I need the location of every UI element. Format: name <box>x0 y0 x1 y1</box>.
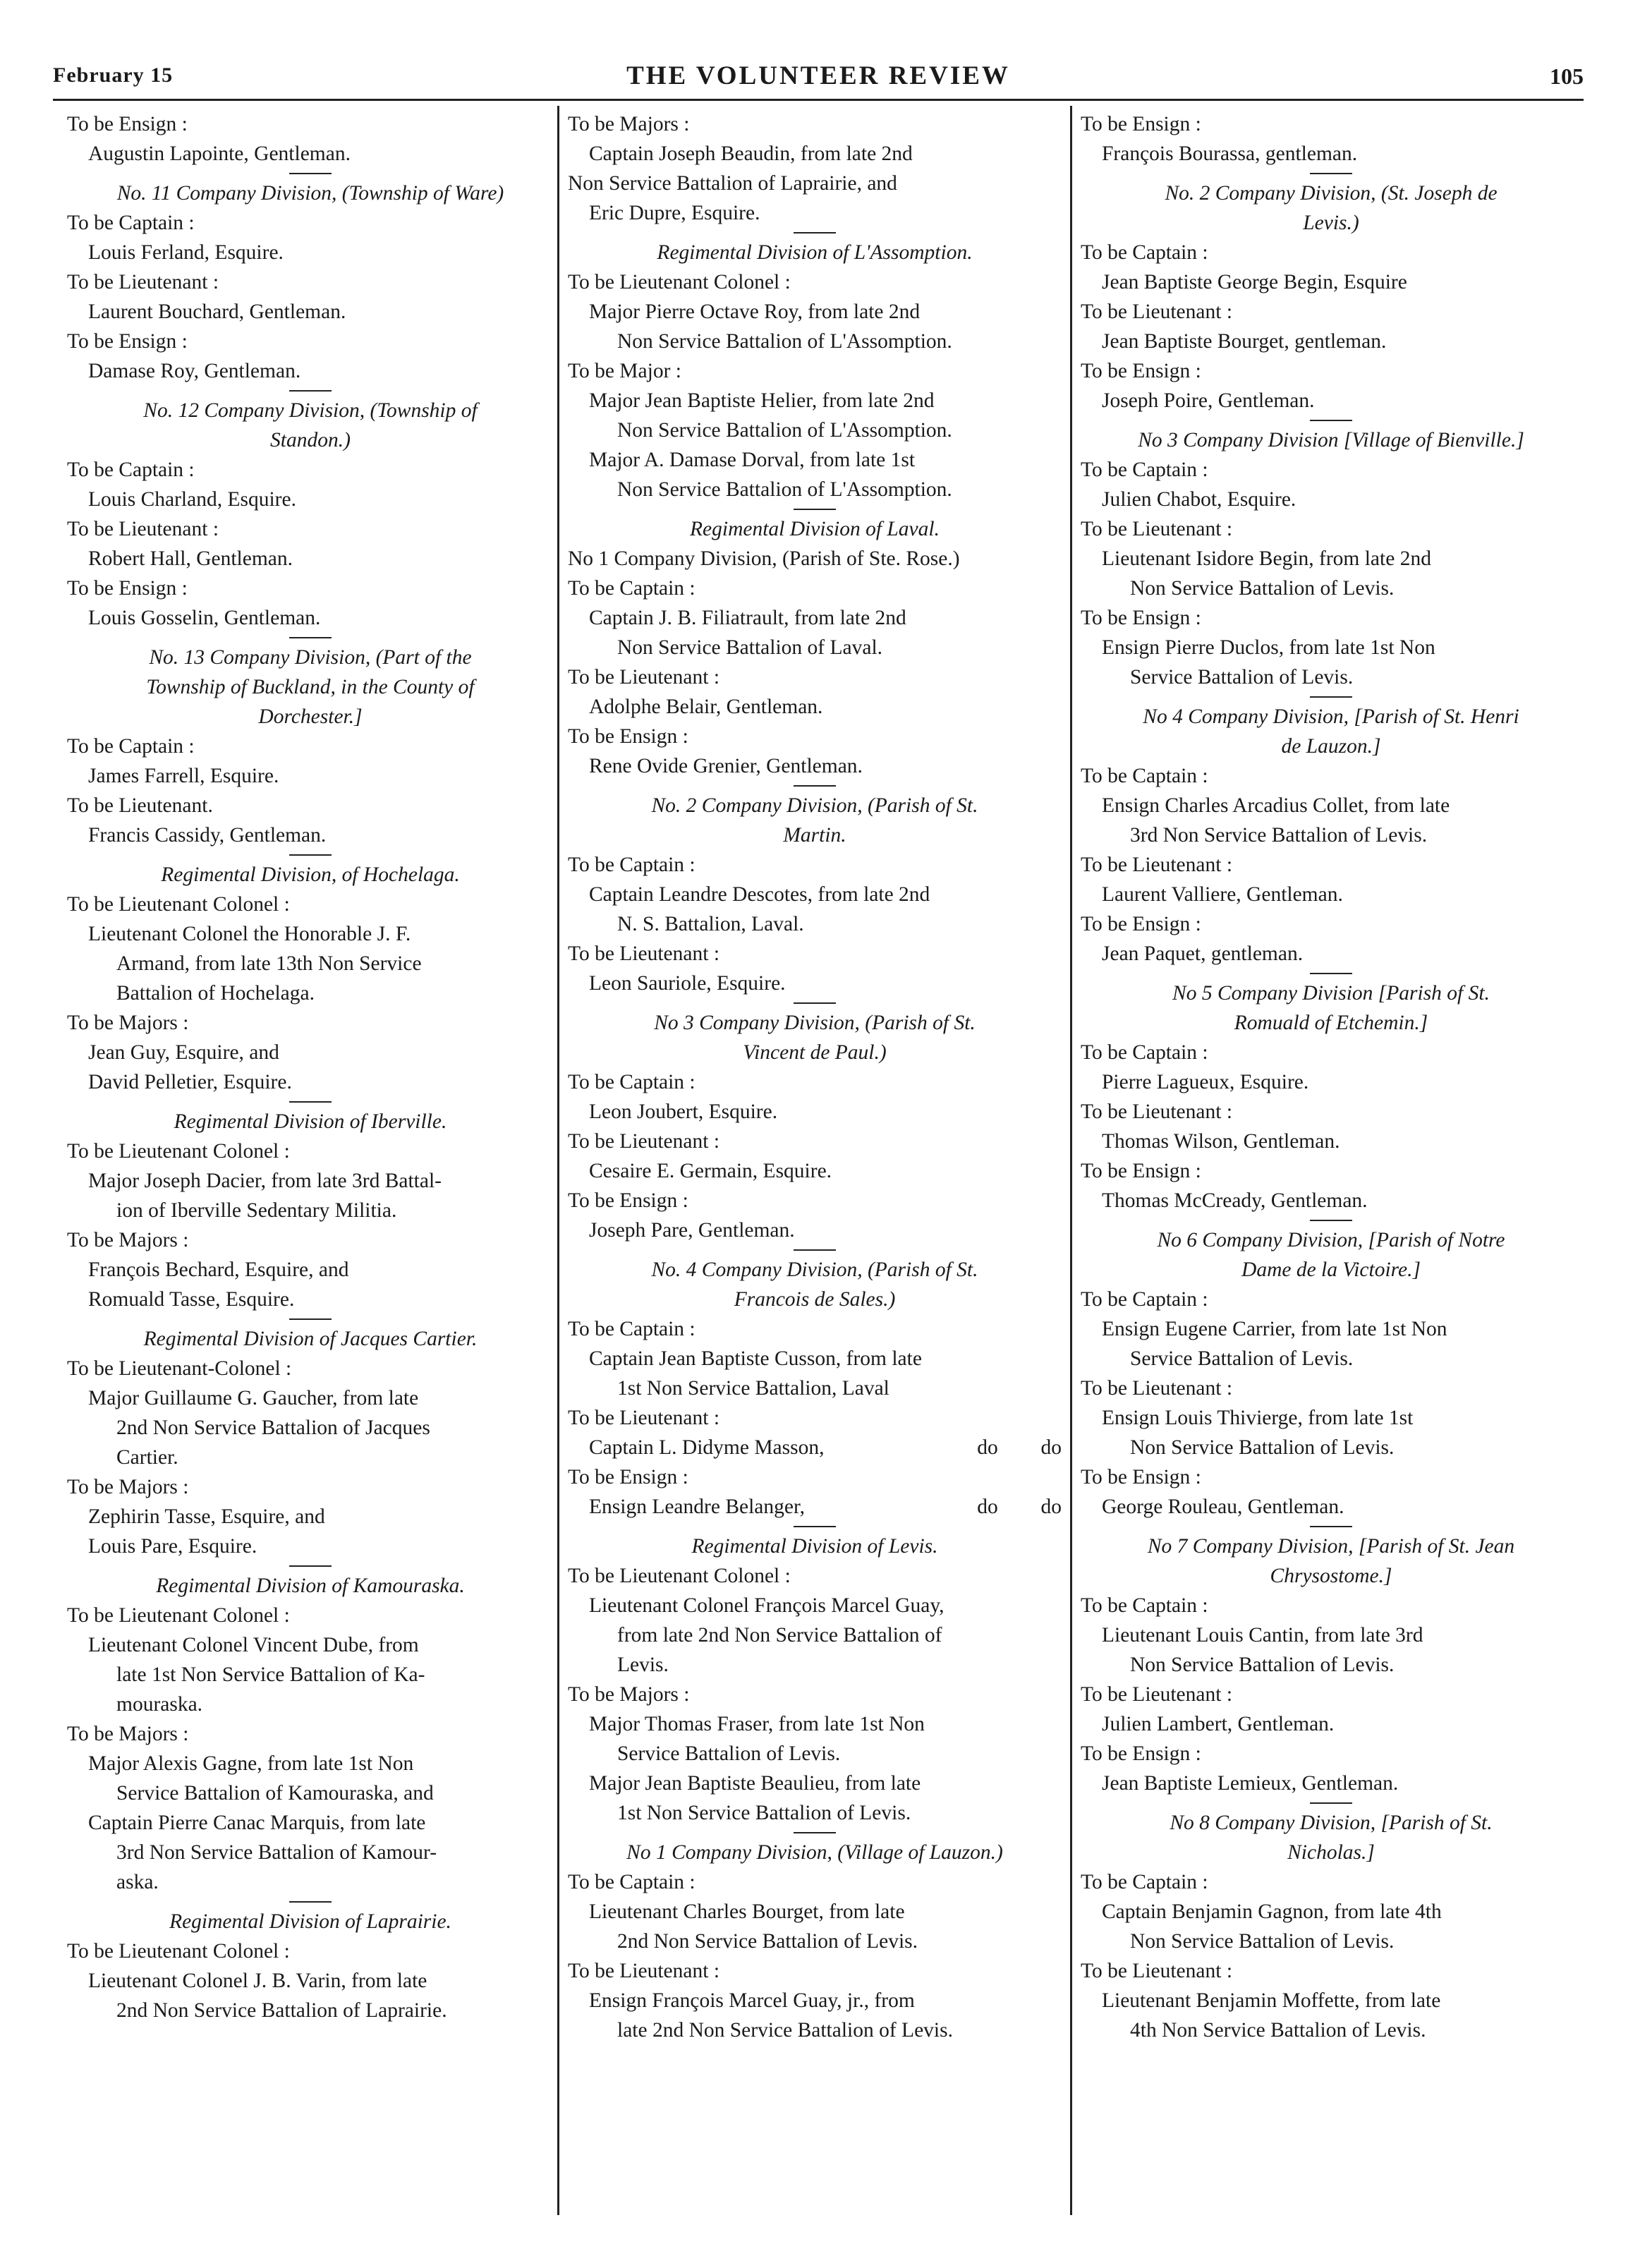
section-divider <box>1081 1215 1581 1225</box>
rank-label: To be Captain : <box>568 1871 696 1893</box>
ditto-mark: do <box>977 1496 998 1518</box>
division-heading-line: No 4 Company Division, [Parish of St. Henri <box>1143 705 1519 728</box>
division-heading-line: Levis.) <box>1303 212 1359 234</box>
appointee-name: Captain L. Didyme Masson, <box>589 1436 825 1459</box>
ditto-mark: do <box>1040 1436 1062 1459</box>
publication-title: THE VOLUNTEER REVIEW <box>626 61 1010 90</box>
division-heading-line: No. 12 Company Division, (Township of <box>143 399 478 422</box>
rank-label: To be Lieutenant : <box>1081 518 1233 540</box>
rank-label: To be Ensign : <box>568 1189 688 1212</box>
division-heading-line: Regimental Division of Iberville. <box>174 1110 447 1133</box>
rank-label: To be Captain : <box>568 1071 696 1093</box>
division-heading <box>1081 425 1581 455</box>
section-divider <box>1081 969 1581 978</box>
appointee-entry: Augustin Lapointe, Gentleman. <box>88 142 351 165</box>
column-divider <box>557 106 559 2215</box>
section-divider <box>568 1828 1062 1838</box>
rank-label: To be Captain : <box>67 735 195 758</box>
division-heading <box>67 643 554 732</box>
rank-label: To be Lieutenant Colonel : <box>568 1565 791 1587</box>
rank-label: To be Captain : <box>1081 1288 1208 1311</box>
appointee-entry: Louis Ferland, Esquire. <box>88 241 284 264</box>
appointee-entry: Joseph Poire, Gentleman. <box>1102 389 1315 412</box>
appointee-entry: Lieutenant Isidore Begin, from late 2nd <box>1102 547 1431 570</box>
appointee-entry: Major Guillaume G. Gaucher, from late <box>88 1387 419 1409</box>
rank-label: To be Ensign : <box>568 725 688 748</box>
rank-label: To be Ensign : <box>1081 113 1201 135</box>
rank-label: To be Ensign : <box>568 1466 688 1488</box>
division-heading-line: Standon.) <box>270 429 351 451</box>
appointee-entry: Thomas McCready, Gentleman. <box>1102 1189 1368 1212</box>
rank-label: To be Lieutenant. <box>67 794 213 817</box>
rank-label: To be Captain : <box>1081 459 1208 481</box>
entry-continuation: ion of Iberville Sedentary Militia. <box>116 1199 397 1222</box>
section-divider <box>67 1314 554 1324</box>
appointee-entry: Joseph Pare, Gentleman. <box>589 1219 795 1242</box>
division-heading-line: Regimental Division of Kamouraska. <box>156 1575 465 1597</box>
ditto-row <box>568 1433 1062 1462</box>
appointee-entry: Robert Hall, Gentleman. <box>88 547 293 570</box>
appointee-entry: Jean Paquet, gentleman. <box>1102 942 1304 965</box>
appointee-entry: Leon Joubert, Esquire. <box>589 1100 778 1123</box>
appointee-entry: Captain Benjamin Gagnon, from late 4th <box>1102 1900 1442 1923</box>
appointee-entry: Jean Baptiste Lemieux, Gentleman. <box>1102 1772 1399 1795</box>
division-heading <box>568 1255 1062 1314</box>
division-heading-line: No 5 Company Division [Parish of St. <box>1172 982 1490 1005</box>
entry-continuation: 1st Non Service Battalion, Laval <box>617 1377 889 1400</box>
ditto-row <box>568 1492 1062 1522</box>
division-heading-line: Martin. <box>783 824 846 847</box>
division-heading <box>67 396 554 455</box>
appointee-entry: Pierre Lagueux, Esquire. <box>1102 1071 1309 1093</box>
section-divider <box>1081 416 1581 425</box>
division-heading <box>67 860 554 890</box>
entry-continuation: Service Battalion of Levis. <box>617 1742 841 1765</box>
entry-continuation: Cartier. <box>116 1446 178 1469</box>
right-column <box>1081 109 1581 2045</box>
appointee-entry: Francis Cassidy, Gentleman. <box>88 824 327 847</box>
appointee-entry: Thomas Wilson, Gentleman. <box>1102 1130 1340 1153</box>
entry-continuation: 2nd Non Service Battalion of Levis. <box>617 1930 918 1953</box>
rank-label: To be Majors : <box>67 1229 189 1251</box>
appointee-entry: Lieutenant Colonel the Honorable J. F. <box>88 923 411 945</box>
division-heading-line: No 3 Company Division, (Parish of St. <box>654 1012 976 1034</box>
rank-label: No 1 Company Division, (Parish of Ste. Rose.) <box>568 547 960 570</box>
appointee-entry: Rene Ovide Grenier, Gentleman. <box>589 755 863 777</box>
division-heading-line: Regimental Division of Jacques Cartier. <box>143 1328 478 1350</box>
section-divider <box>568 998 1062 1008</box>
section-divider <box>67 1561 554 1571</box>
issue-date: February 15 <box>53 63 174 87</box>
division-heading <box>67 1571 554 1601</box>
entry-continuation: 3rd Non Service Battalion of Kamour- <box>116 1841 437 1864</box>
division-heading-line: Regimental Division of Laprairie. <box>169 1910 451 1933</box>
entry-continuation: 2nd Non Service Battalion of Laprairie. <box>116 1999 447 2022</box>
entry-continuation: from late 2nd Non Service Battalion of <box>617 1624 942 1647</box>
division-heading-line: Dame de la Victoire.] <box>1241 1259 1421 1281</box>
division-heading <box>67 1324 554 1354</box>
appointee-entry: Louis Gosselin, Gentleman. <box>88 607 321 629</box>
section-divider <box>67 1897 554 1907</box>
rank-label: To be Lieutenant : <box>568 1407 720 1429</box>
entry-continuation: Non Service Battalion of Levis. <box>1130 1436 1395 1459</box>
appointee-entry: Lieutenant Colonel J. B. Varin, from late <box>88 1970 427 1992</box>
rank-label: To be Lieutenant : <box>568 666 720 689</box>
appointee-entry: Damase Roy, Gentleman. <box>88 360 301 382</box>
appointee-entry: Lieutenant Colonel François Marcel Guay, <box>589 1594 945 1617</box>
rank-label: To be Lieutenant : <box>568 1960 720 1982</box>
rank-label: To be Majors : <box>67 1476 189 1498</box>
entry-continuation: 1st Non Service Battalion of Levis. <box>617 1802 911 1824</box>
entry-continuation: Non Service Battalion of L'Assomption. <box>617 419 952 442</box>
header-rule <box>53 99 1584 101</box>
division-heading-line: No. 13 Company Division, (Part of the <box>149 646 472 669</box>
entry-continuation: Non Service Battalion of Laval. <box>617 636 883 659</box>
section-divider <box>67 386 554 396</box>
appointee-entry: Jean Baptiste George Begin, Esquire <box>1102 271 1407 293</box>
rank-label: To be Lieutenant : <box>1081 1683 1233 1706</box>
section-divider <box>1081 169 1581 178</box>
appointee-entry: Captain J. B. Filiatrault, from late 2nd <box>589 607 906 629</box>
section-divider <box>67 169 554 178</box>
appointee-entry: Ensign Eugene Carrier, from late 1st Non <box>1102 1318 1447 1340</box>
page-number: 105 <box>1550 63 1584 89</box>
appointee-entry: Louis Charland, Esquire. <box>88 488 296 511</box>
division-heading-line: Romuald of Etchemin.] <box>1234 1012 1428 1034</box>
entry-continuation: mouraska. <box>116 1693 203 1716</box>
rank-label: To be Lieutenant Colonel : <box>67 893 290 916</box>
rank-label: To be Lieutenant : <box>568 1130 720 1153</box>
division-heading <box>67 178 554 208</box>
division-heading-line: No 1 Company Division, (Village of Lauzon.) <box>626 1841 1003 1864</box>
section-divider <box>67 1097 554 1107</box>
appointee-entry: Captain Pierre Canac Marquis, from late <box>88 1812 426 1834</box>
rank-label: To be Lieutenant : <box>1081 301 1233 323</box>
appointee-entry: Major A. Damase Dorval, from late 1st <box>589 449 916 471</box>
section-divider <box>568 1522 1062 1532</box>
left-column <box>67 109 554 2025</box>
appointee-entry: Cesaire E. Germain, Esquire. <box>589 1160 832 1182</box>
rank-label: To be Captain : <box>67 212 195 234</box>
rank-label: Non Service Battalion of Laprairie, and <box>568 172 897 195</box>
division-heading-line: No. 2 Company Division, (St. Joseph de <box>1165 182 1498 205</box>
rank-label: To be Ensign : <box>67 113 188 135</box>
section-divider <box>1081 1798 1581 1808</box>
rank-label: To be Captain : <box>568 1318 696 1340</box>
division-heading-line: No 7 Company Division, [Parish of St. Jean <box>1147 1535 1515 1558</box>
section-divider <box>568 1245 1062 1255</box>
entry-continuation: 3rd Non Service Battalion of Levis. <box>1130 824 1428 847</box>
rank-label: To be Captain : <box>1081 1594 1208 1617</box>
division-heading-line: Vincent de Paul.) <box>743 1041 887 1064</box>
section-divider <box>568 228 1062 238</box>
rank-label: To be Ensign : <box>67 330 188 353</box>
division-heading-line: No 3 Company Division [Village of Bienville.] <box>1138 429 1524 451</box>
division-heading-line: Regimental Division, of Hochelaga. <box>161 863 460 886</box>
appointee-entry: Adolphe Belair, Gentleman. <box>589 696 823 718</box>
entry-continuation: Levis. <box>617 1654 669 1676</box>
appointee-entry: Major Alexis Gagne, from late 1st Non <box>88 1752 414 1775</box>
appointee-entry: Jean Guy, Esquire, and <box>88 1041 279 1064</box>
division-heading-line: Township of Buckland, in the County of <box>146 676 475 698</box>
rank-label: To be Captain : <box>568 577 696 600</box>
rank-label: To be Captain : <box>1081 1871 1208 1893</box>
rank-label: To be Majors : <box>67 1723 189 1745</box>
division-heading-line: de Lauzon.] <box>1281 735 1381 758</box>
rank-label: To be Captain : <box>568 854 696 876</box>
column-divider <box>1070 106 1072 2215</box>
appointee-entry: Ensign Pierre Duclos, from late 1st Non <box>1102 636 1435 659</box>
division-heading <box>67 1907 554 1936</box>
appointee-entry: François Bechard, Esquire, and <box>88 1259 349 1281</box>
division-heading <box>1081 978 1581 1038</box>
appointee-entry: Major Jean Baptiste Beaulieu, from late <box>589 1772 921 1795</box>
appointee-entry: Louis Pare, Esquire. <box>88 1535 257 1558</box>
rank-label: To be Captain : <box>1081 241 1208 264</box>
rank-label: To be Lieutenant : <box>1081 1377 1233 1400</box>
ditto-mark: do <box>1040 1496 1062 1518</box>
appointee-entry: Eric Dupre, Esquire. <box>589 202 760 224</box>
appointee-name: Ensign Leandre Belanger, <box>589 1496 805 1518</box>
rank-label: To be Ensign : <box>1081 1466 1201 1488</box>
entry-continuation: N. S. Battalion, Laval. <box>617 913 804 935</box>
entry-continuation: Non Service Battalion of Levis. <box>1130 1930 1395 1953</box>
entry-continuation: late 1st Non Service Battalion of Ka- <box>116 1663 425 1686</box>
appointee-entry: David Pelletier, Esquire. <box>88 1071 292 1093</box>
entry-continuation: aska. <box>116 1871 159 1893</box>
division-heading-line: No. 11 Company Division, (Township of Ware) <box>116 182 504 205</box>
appointee-entry: Major Joseph Dacier, from late 3rd Battal- <box>88 1170 442 1192</box>
division-heading <box>568 1008 1062 1067</box>
entry-continuation: Non Service Battalion of Levis. <box>1130 577 1395 600</box>
division-heading-line: Francois de Sales.) <box>734 1288 896 1311</box>
ditto-mark: do <box>977 1436 998 1459</box>
appointee-entry: Zephirin Tasse, Esquire, and <box>88 1505 325 1528</box>
division-heading <box>568 791 1062 850</box>
division-heading-line: Chrysostome.] <box>1270 1565 1392 1587</box>
division-heading-line: Regimental Division of Laval. <box>690 518 940 540</box>
entry-continuation: Service Battalion of Kamouraska, and <box>116 1782 434 1805</box>
entry-continuation: late 2nd Non Service Battalion of Levis. <box>617 2019 953 2042</box>
rank-label: To be Lieutenant Colonel : <box>67 1604 290 1627</box>
entry-continuation: Battalion of Hochelaga. <box>116 982 315 1005</box>
division-heading <box>1081 178 1581 238</box>
appointee-entry: Laurent Bouchard, Gentleman. <box>88 301 346 323</box>
entry-continuation: 4th Non Service Battalion of Levis. <box>1130 2019 1426 2042</box>
middle-column <box>568 109 1062 2045</box>
rank-label: To be Ensign : <box>1081 1160 1201 1182</box>
division-heading-line: Dorchester.] <box>258 705 363 728</box>
entry-continuation: Non Service Battalion of L'Assomption. <box>617 478 952 501</box>
entry-continuation: Armand, from late 13th Non Service <box>116 952 422 975</box>
appointee-entry: Lieutenant Benjamin Moffette, from late <box>1102 1989 1441 2012</box>
section-divider <box>1081 692 1581 702</box>
rank-label: To be Lieutenant : <box>67 271 219 293</box>
rank-label: To be Majors : <box>568 113 690 135</box>
appointee-entry: Julien Chabot, Esquire. <box>1102 488 1296 511</box>
division-heading-line: No 6 Company Division, [Parish of Notre <box>1157 1229 1505 1251</box>
rank-label: To be Lieutenant : <box>67 518 219 540</box>
rank-label: To be Ensign : <box>1081 1742 1201 1765</box>
rank-label: To be Lieutenant : <box>1081 1960 1233 1982</box>
rank-label: To be Lieutenant Colonel : <box>67 1140 290 1163</box>
appointee-entry: Leon Sauriole, Esquire. <box>589 972 786 995</box>
rank-label: To be Majors : <box>67 1012 189 1034</box>
appointee-entry: Major Jean Baptiste Helier, from late 2nd <box>589 389 935 412</box>
division-heading <box>67 1107 554 1136</box>
rank-label: To be Lieutenant Colonel : <box>568 271 791 293</box>
division-heading <box>568 1838 1062 1867</box>
rank-label: To be Ensign : <box>1081 607 1201 629</box>
appointee-entry: Lieutenant Charles Bourget, from late <box>589 1900 905 1923</box>
rank-label: To be Lieutenant-Colonel : <box>67 1357 292 1380</box>
division-heading-line: No 8 Company Division, [Parish of St. <box>1170 1812 1493 1834</box>
appointee-entry: George Rouleau, Gentleman. <box>1102 1496 1344 1518</box>
rank-label: To be Captain : <box>1081 1041 1208 1064</box>
rank-label: To be Captain : <box>67 459 195 481</box>
appointee-entry: Romuald Tasse, Esquire. <box>88 1288 295 1311</box>
appointee-entry: Lieutenant Colonel Vincent Dube, from <box>88 1634 419 1656</box>
appointee-entry: François Bourassa, gentleman. <box>1102 142 1358 165</box>
section-divider <box>67 850 554 860</box>
rank-label: To be Ensign : <box>1081 913 1201 935</box>
appointee-entry: Ensign Louis Thivierge, from late 1st <box>1102 1407 1414 1429</box>
entry-continuation: Service Battalion of Levis. <box>1130 666 1354 689</box>
entry-continuation: 2nd Non Service Battalion of Jacques <box>116 1417 430 1439</box>
division-heading-line: No. 2 Company Division, (Parish of St. <box>651 794 978 817</box>
appointee-entry: Captain Leandre Descotes, from late 2nd <box>589 883 930 906</box>
appointee-entry: James Farrell, Esquire. <box>88 765 279 787</box>
division-heading <box>1081 1808 1581 1867</box>
division-heading-line: Regimental Division of Levis. <box>691 1535 938 1558</box>
division-heading-line: Regimental Division of L'Assomption. <box>657 241 973 264</box>
rank-label: To be Major : <box>568 360 681 382</box>
rank-label: To be Captain : <box>1081 765 1208 787</box>
appointee-entry: Captain Joseph Beaudin, from late 2nd <box>589 142 913 165</box>
section-divider <box>568 781 1062 791</box>
division-heading-line: Nicholas.] <box>1287 1841 1375 1864</box>
rank-label: To be Majors : <box>568 1683 690 1706</box>
appointee-entry: Ensign Charles Arcadius Collet, from late <box>1102 794 1450 817</box>
section-divider <box>67 633 554 643</box>
rank-label: To be Ensign : <box>1081 360 1201 382</box>
appointee-entry: Laurent Valliere, Gentleman. <box>1102 883 1343 906</box>
section-divider <box>1081 1522 1581 1532</box>
section-divider <box>568 504 1062 514</box>
entry-continuation: Non Service Battalion of L'Assomption. <box>617 330 952 353</box>
rank-label: To be Lieutenant Colonel : <box>67 1940 290 1963</box>
appointee-entry: Major Pierre Octave Roy, from late 2nd <box>589 301 921 323</box>
appointee-entry: Ensign François Marcel Guay, jr., from <box>589 1989 915 2012</box>
appointee-entry: Major Thomas Fraser, from late 1st Non <box>589 1713 925 1735</box>
appointee-entry: Julien Lambert, Gentleman. <box>1102 1713 1335 1735</box>
rank-label: To be Lieutenant : <box>1081 854 1233 876</box>
division-heading <box>568 238 1062 267</box>
division-heading <box>1081 1225 1581 1285</box>
appointee-entry: Captain Jean Baptiste Cusson, from late <box>589 1347 922 1370</box>
entry-continuation: Non Service Battalion of Levis. <box>1130 1654 1395 1676</box>
division-heading <box>1081 1532 1581 1591</box>
division-heading <box>1081 702 1581 761</box>
rank-label: To be Lieutenant : <box>1081 1100 1233 1123</box>
entry-continuation: Service Battalion of Levis. <box>1130 1347 1354 1370</box>
appointee-entry: Lieutenant Louis Cantin, from late 3rd <box>1102 1624 1423 1647</box>
page-header <box>53 63 1584 99</box>
division-heading-line: No. 4 Company Division, (Parish of St. <box>651 1259 978 1281</box>
rank-label: To be Ensign : <box>67 577 188 600</box>
appointee-entry: Jean Baptiste Bourget, gentleman. <box>1102 330 1387 353</box>
division-heading <box>568 1532 1062 1561</box>
rank-label: To be Lieutenant : <box>568 942 720 965</box>
division-heading <box>568 514 1062 544</box>
